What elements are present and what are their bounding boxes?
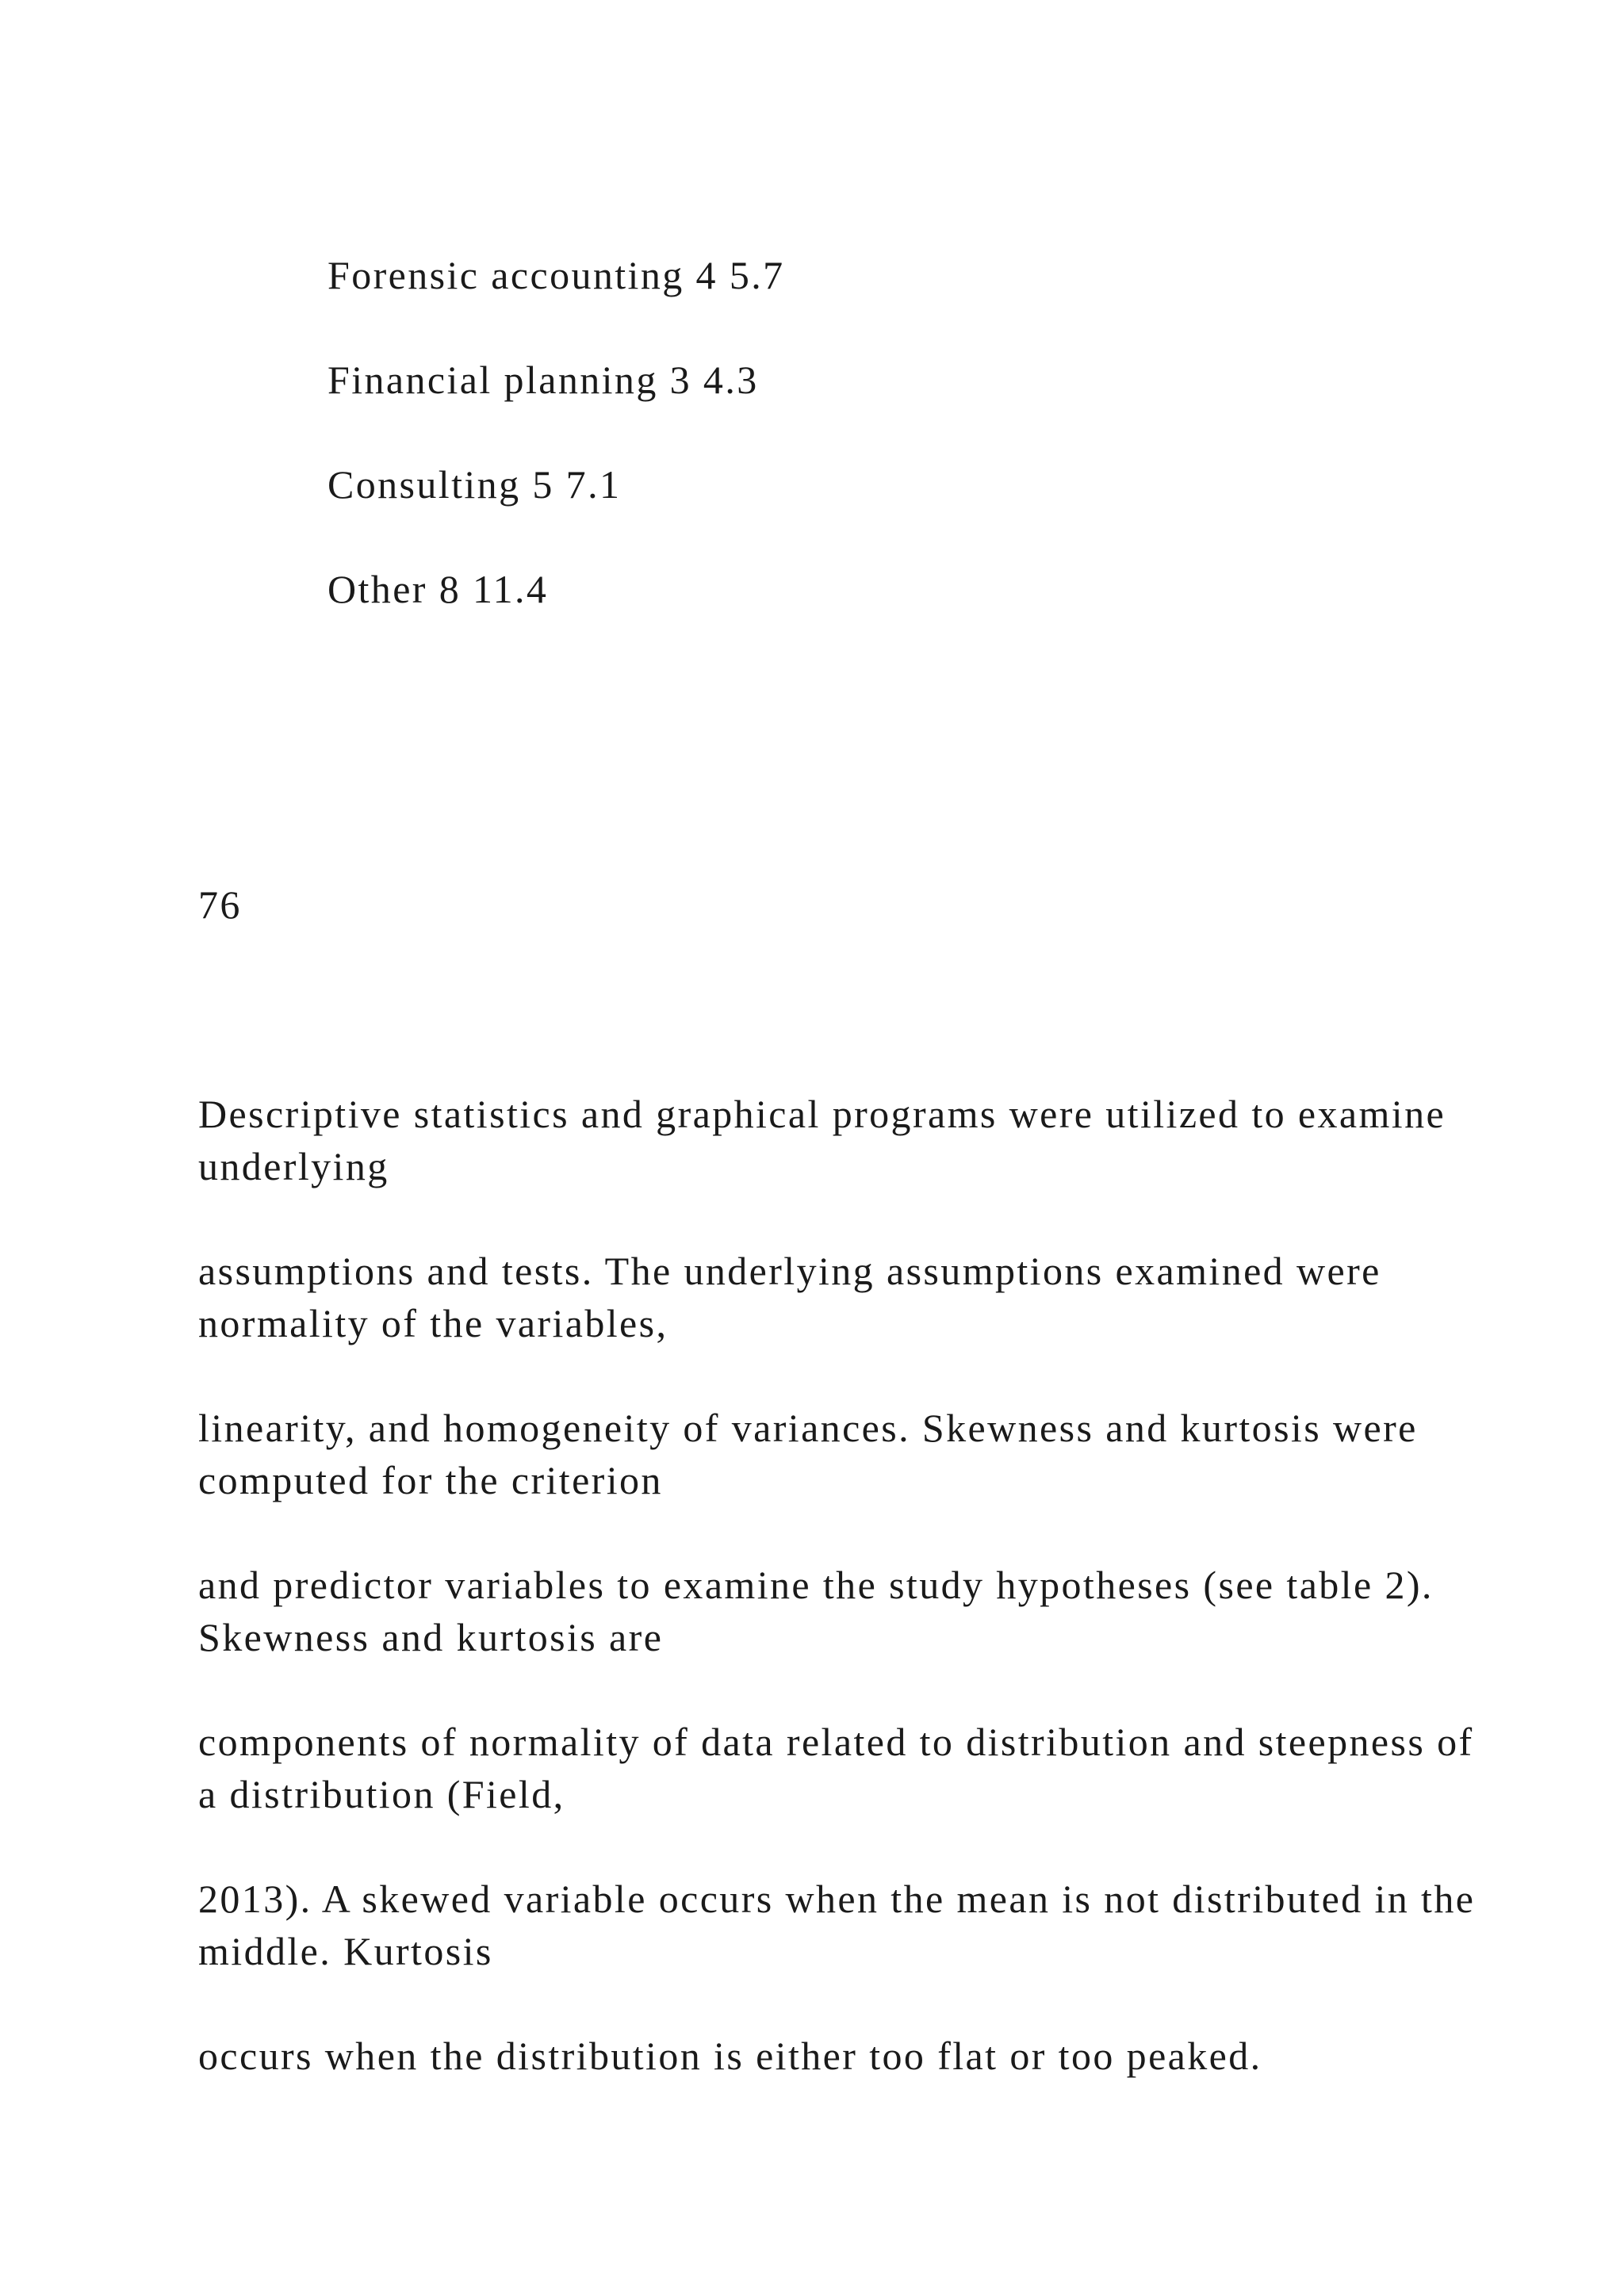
page-number: 76 bbox=[198, 882, 242, 927]
table-row-forensic-accounting: Forensic accounting 4 5.7 bbox=[327, 253, 785, 297]
paragraph-line-3: linearity, and homogeneity of variances. Skewness and kurtosis were computed for the criterion bbox=[198, 1406, 1418, 1502]
table-row-financial-planning: Financial planning 3 4.3 bbox=[327, 358, 759, 402]
paragraph-line-5: components of normality of data related to distribution and steepness of a distribution (Field, bbox=[198, 1720, 1474, 1816]
paragraph-line-6: 2013). A skewed variable occurs when the mean is not distributed in the middle. Kurtosis bbox=[198, 1877, 1476, 1973]
table-row-consulting: Consulting 5 7.1 bbox=[327, 462, 622, 507]
table-row-other: Other 8 11.4 bbox=[327, 567, 549, 611]
paragraph-line-1: Descriptive statistics and graphical programs were utilized to examine underlying bbox=[198, 1092, 1446, 1188]
paragraph-line-7: occurs when the distribution is either too flat or too peaked. bbox=[198, 2034, 1262, 2078]
paragraph-line-2: assumptions and tests. The underlying assumptions examined were normality of the variables, bbox=[198, 1249, 1381, 1345]
paragraph-line-4: and predictor variables to examine the study hypotheses (see table 2). Skewness and kurtosis are bbox=[198, 1563, 1434, 1659]
